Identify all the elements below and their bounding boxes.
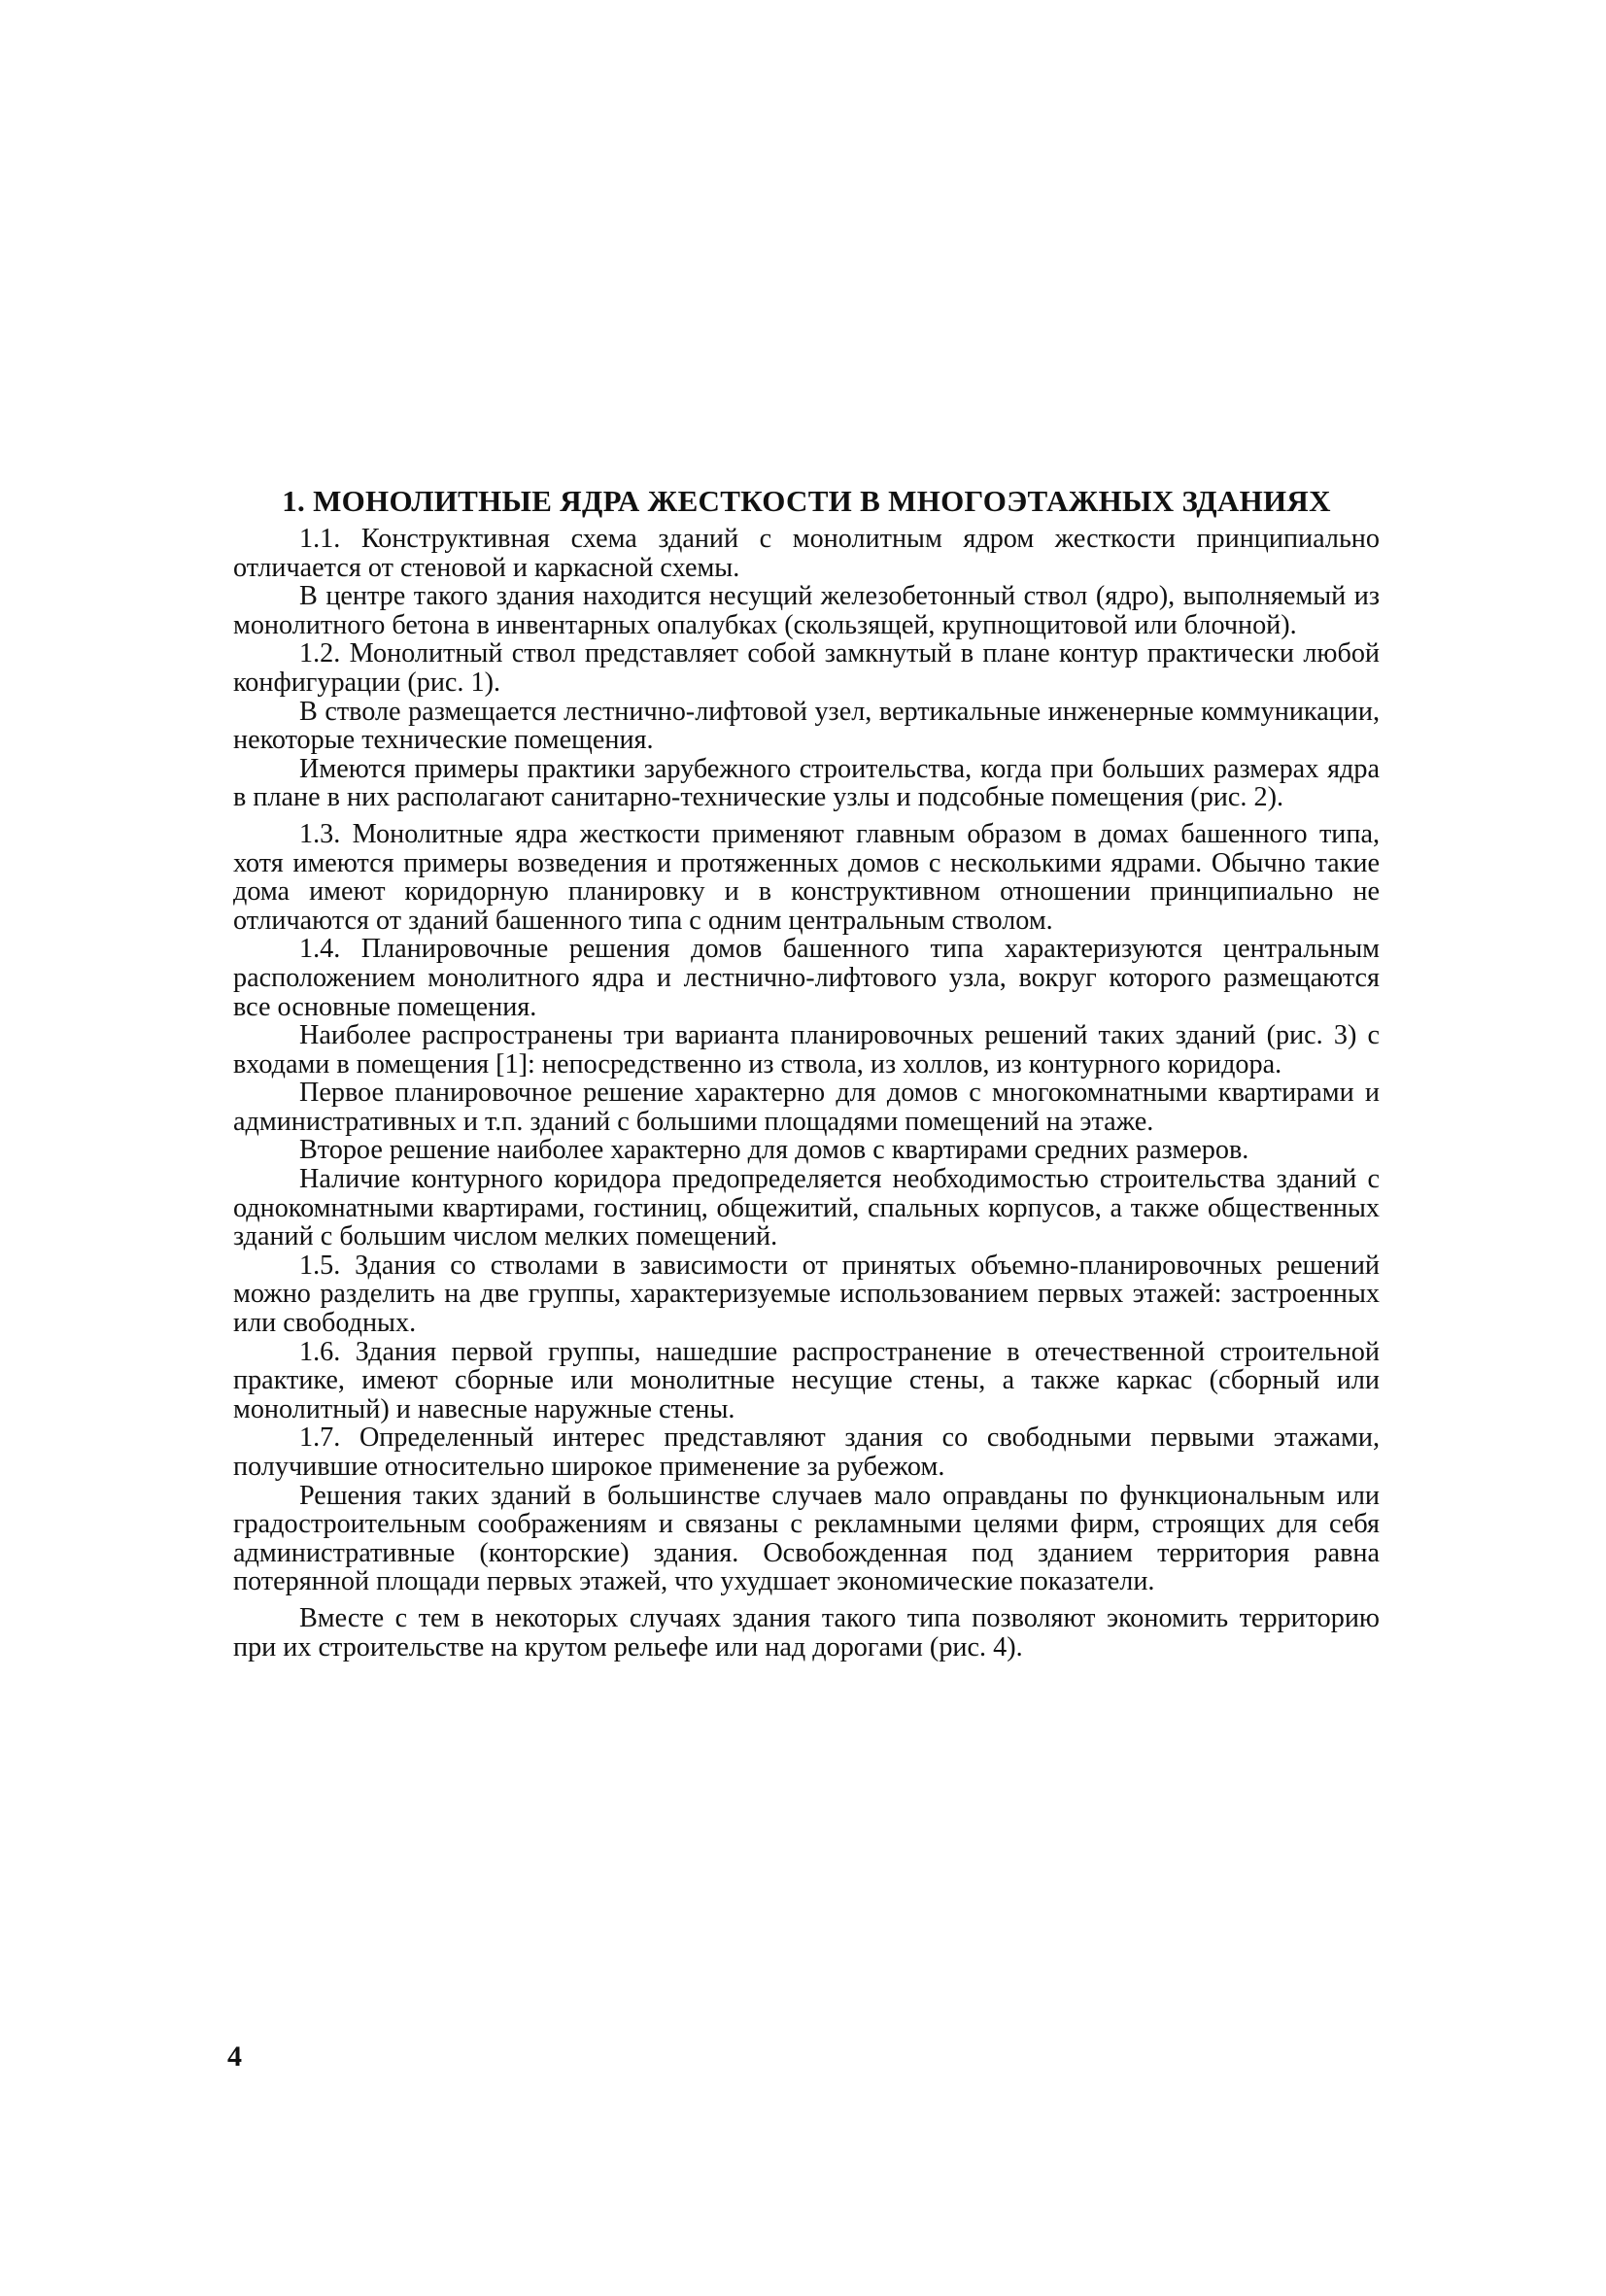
paragraph-contour-corridor: Наличие контурного коридора предопределяется необходимостью строительства зданий с однокомнатными квартирами, гостиниц, общежитий, спальных корпусов, а также общественных зданий с большим числом мелких помещений. [233,1164,1380,1252]
paragraph-three-variants: Наиболее распространены три варианта планировочных решений таких зданий (рис. 3) с входами в помещения [1]: непосредственно из ствола, из холлов, из контурного коридора. [233,1020,1380,1079]
paragraph-core-center: В центре такого здания находится несущий железобетонный ствол (ядро), выполняемый из монолитного бетона в инвентарных опалубках (скользящей, крупнощитовой или блочной). [233,581,1380,640]
paragraph-1-3: 1.3. Монолитные ядра жесткости применяют главным образом в домах башенного типа, хотя имеются примеры возведения и протяженных домов с несколькими ядрами. Обычно такие дома имеют коридорную планировку и в конструктивном отношении принципиально не отличаются от зданий башенного типа с одним центральным стволом. [233,818,1380,936]
paragraph-stair-lift: В стволе размещается лестнично-лифтовой узел, вертикальные инженерные коммуникации, некоторые технические помещения. [233,696,1380,756]
section-heading: 1. МОНОЛИТНЫЕ ЯДРА ЖЕСТКОСТИ В МНОГОЭТАЖНЫХ ЗДАНИЯХ [282,483,1331,518]
page-number: 4 [227,2040,242,2073]
paragraph-first-solution: Первое планировочное решение характерно для домов с многокомнатными квартирами и административных и т.п. зданий с большими площадями помещений на этаже. [233,1078,1380,1137]
paragraph-1-2: 1.2. Монолитный ствол представляет собой замкнутый в плане контур практически любой конфигурации (рис. 1). [233,638,1380,698]
paragraph-conclusion: Вместе с тем в некоторых случаях здания такого типа позволяют экономить территорию при их строительстве на крутом рельефе или над дорогами (рис. 4). [233,1602,1380,1662]
paragraph-foreign-practice: Имеются примеры практики зарубежного строительства, когда при больших размерах ядра в плане в них располагают санитарно-технические узлы и подсобные помещения (рис. 2). [233,753,1380,813]
paragraph-1-4: 1.4. Планировочные решения домов башенного типа характеризуются центральным расположением монолитного ядра и лестнично-лифтового узла, вокруг которого размещаются все основные помещения. [233,934,1380,1022]
paragraph-1-1: 1.1. Конструктивная схема зданий с монолитным ядром жесткости принципиально отличается от стеновой и каркасной схемы. [233,524,1380,583]
paragraph-1-7: 1.7. Определенный интерес представляют здания со свободными первыми этажами, получившие относительно широкое применение за рубежом. [233,1422,1380,1482]
paragraph-solutions: Решения таких зданий в большинстве случаев мало оправданы по функциональным или градостроительным соображениям и связаны с рекламными целями фирм, строящих для себя административные (конторские) здания. Освобожденная под зданием территория равна потерянной площади первых этажей, что ухудшает экономические показатели. [233,1480,1380,1597]
paragraph-1-6: 1.6. Здания первой группы, нашедшие распространение в отечественной строительной практике, имеют сборные или монолитные несущие стены, а также каркас (сборный или монолитный) и навесные наружные стены. [233,1336,1380,1424]
paragraph-second-solution: Второе решение наиболее характерно для домов с квартирами средних размеров. [299,1135,1249,1166]
section-body [233,525,1380,1662]
paragraph-1-5: 1.5. Здания со стволами в зависимости от принятых объемно-планировочных решений можно разделить на две группы, характеризуемые использованием первых этажей: застроенных или свободных. [233,1250,1380,1339]
